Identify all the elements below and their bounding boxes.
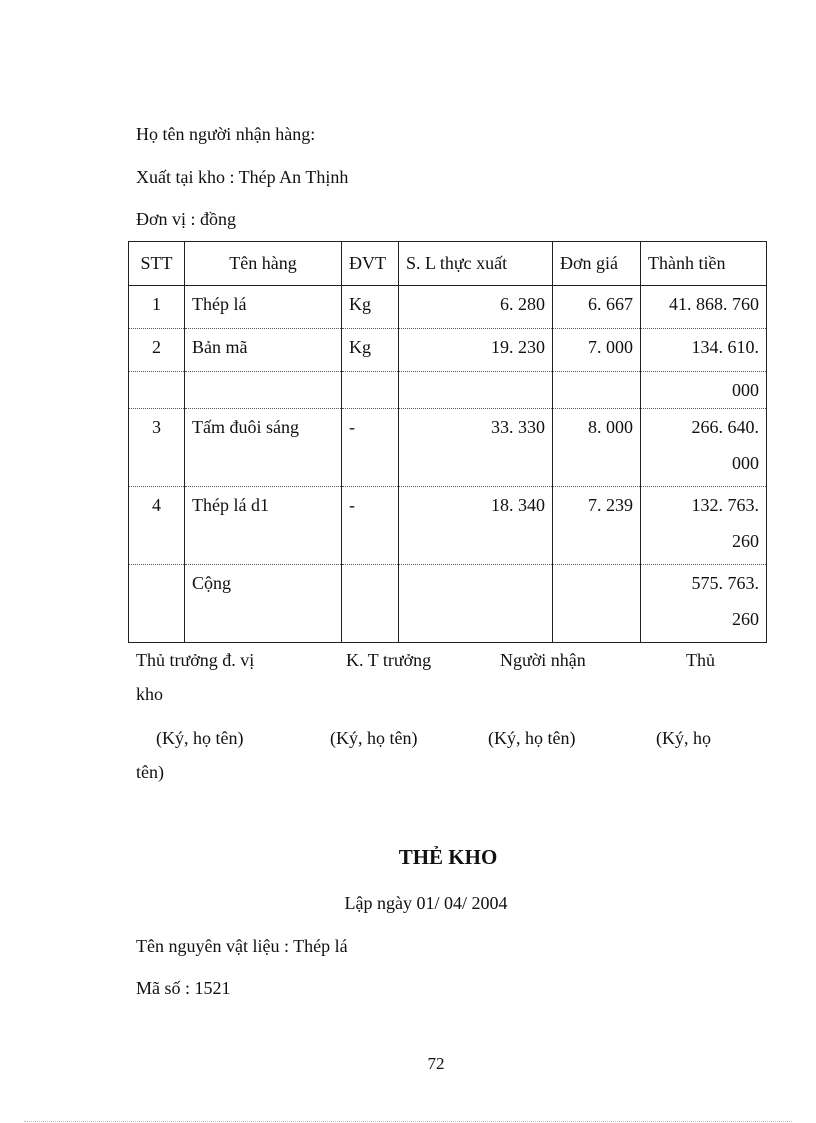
header-amount: Thành tiền xyxy=(641,242,767,286)
header-quantity: S. L thực xuất xyxy=(399,242,553,286)
row-amount-line2: 260 xyxy=(732,531,759,551)
signer-role-head-of-unit: Thủ trưởng đ. vị xyxy=(136,650,255,670)
signer-role-receiver: Người nhận xyxy=(500,650,586,670)
sign-note: (Ký, họ xyxy=(656,728,711,748)
warehouse-line: Xuất tại kho : Thép An Thịnh xyxy=(136,167,349,187)
row-unit-price: 7. 239 xyxy=(553,487,641,565)
row-unit: Kg xyxy=(342,329,399,372)
table-row xyxy=(129,329,767,372)
table-row xyxy=(129,409,767,487)
currency-unit-line: Đơn vị : đồng xyxy=(136,209,237,229)
row-stt: 4 xyxy=(129,487,185,565)
row-amount-line1: 266. 640. xyxy=(691,417,759,437)
material-name-line: Tên nguyên vật liệu : Thép lá xyxy=(136,936,348,956)
signer-role-wrap: kho xyxy=(136,684,163,704)
row-quantity: 6. 280 xyxy=(399,286,553,329)
header-item-name: Tên hàng xyxy=(185,242,342,286)
page-bottom-divider xyxy=(24,1121,792,1122)
row-amount-line2: 000 xyxy=(732,453,759,473)
total-amount-line1: 575. 763. xyxy=(691,573,759,593)
total-amount xyxy=(641,565,767,643)
material-code-line: Mã số : 1521 xyxy=(136,978,231,998)
goods-issue-table xyxy=(128,241,767,643)
row-item-name: Thép lá d1 xyxy=(185,487,342,565)
header-unit: ĐVT xyxy=(342,242,399,286)
stock-card-title: THẺ KHO xyxy=(398,845,498,869)
row-amount xyxy=(641,487,767,565)
row-unit: Kg xyxy=(342,286,399,329)
row-item-name: Bản mã xyxy=(185,329,342,372)
table-row xyxy=(129,487,767,565)
row-quantity: 18. 340 xyxy=(399,487,553,565)
signer-role-chief-accountant: K. T trưởng xyxy=(346,650,432,670)
table-header-row xyxy=(129,242,767,286)
page-number: 72 xyxy=(427,1054,445,1073)
table-total-row xyxy=(129,565,767,643)
sign-note: (Ký, họ tên) xyxy=(488,728,576,748)
sign-note-wrap: tên) xyxy=(136,762,164,782)
total-label: Cộng xyxy=(185,565,342,643)
table-row-continuation xyxy=(129,372,767,409)
row-amount-line1: 41. 868. 760 xyxy=(669,294,759,314)
header-stt: STT xyxy=(129,242,185,286)
row-unit-price: 8. 000 xyxy=(553,409,641,487)
row-stt: 1 xyxy=(129,286,185,329)
signer-role-storekeeper: Thủ xyxy=(686,650,715,670)
table-row xyxy=(129,286,767,329)
row-unit: - xyxy=(342,487,399,565)
row-quantity: 19. 230 xyxy=(399,329,553,372)
row-amount xyxy=(641,409,767,487)
row-unit-price: 7. 000 xyxy=(553,329,641,372)
row-unit-price: 6. 667 xyxy=(553,286,641,329)
row-amount xyxy=(641,286,767,329)
stock-card-date: Lập ngày 01/ 04/ 2004 xyxy=(344,893,508,913)
row-amount-line2: 000 xyxy=(641,372,767,409)
row-quantity: 33. 330 xyxy=(399,409,553,487)
row-amount-line1: 134. 610. xyxy=(641,329,767,372)
row-amount-line1: 132. 763. xyxy=(691,495,759,515)
total-amount-line2: 260 xyxy=(732,609,759,629)
receiver-name-label: Họ tên người nhận hàng: xyxy=(136,124,316,144)
row-unit: - xyxy=(342,409,399,487)
header-unit-price: Đơn giá xyxy=(553,242,641,286)
sign-note: (Ký, họ tên) xyxy=(330,728,418,748)
row-item-name: Thép lá xyxy=(185,286,342,329)
sign-note: (Ký, họ tên) xyxy=(156,728,244,748)
row-stt: 3 xyxy=(129,409,185,487)
row-item-name: Tấm đuôi sáng xyxy=(185,409,342,487)
row-stt: 2 xyxy=(129,329,185,372)
